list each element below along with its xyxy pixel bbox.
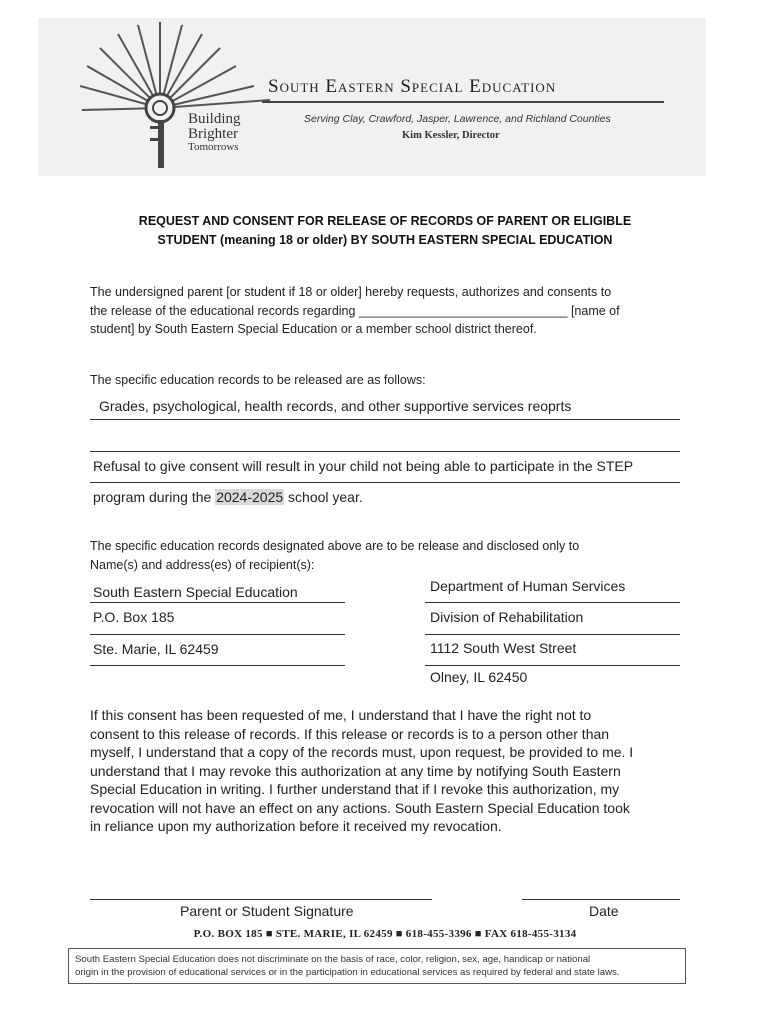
recipient-right-line[interactable]: Department of Human Services [430,578,626,594]
title-line: STUDENT (meaning 18 or older) BY SOUTH EASTERN SPECIAL EDUCATION [157,233,613,247]
logo-tagline [188,112,241,153]
paragraph-line: in reliance upon my authorization before it received my revocation. [90,818,502,834]
underline [425,602,680,603]
records-field-1[interactable]: Grades, psychological, health records, and other supportive services reoprts [99,398,572,414]
notice-line: South Eastern Special Education does not discriminate on the basis of race, color, religion, sex, age, handicap or national [75,954,591,965]
paragraph-line: Name(s) and address(es) of recipient(s): [90,557,315,572]
underline [90,419,680,420]
underline [90,634,345,635]
nondiscrimination-notice [68,948,686,984]
paragraph-line: consent to this release of records. If this release or records is to a person other than [90,725,610,742]
records-label: The specific education records to be released are as follows: [90,373,426,387]
paragraph-line: the release of the educational records regarding ______________________________ [name of [90,303,620,318]
date-label: Date [589,903,619,919]
recipient-left-line[interactable]: Ste. Marie, IL 62459 [93,641,219,657]
recipients-label [90,537,680,574]
consent-paragraph [90,706,680,836]
underline [425,634,680,635]
underline [425,665,680,666]
records-field-4[interactable] [93,489,363,505]
underline [90,602,345,603]
signature-line[interactable] [90,899,432,900]
notice-line: origin in the provision of educational services or in the participation in educational services as required by federal and state laws. [75,967,620,978]
counties-served: Serving Clay, Crawford, Jasper, Lawrence, and Richland Counties [304,113,611,125]
tagline-word: Building [188,111,241,127]
records-text: program during the [93,489,212,505]
recipient-left-line[interactable]: P.O. Box 185 [93,609,175,625]
recipient-right-line[interactable]: Division of Rehabilitation [430,609,584,625]
title-line: REQUEST AND CONSENT FOR RELEASE OF RECORDS OF PARENT OR ELIGIBLE [138,214,632,228]
date-line[interactable] [522,899,680,900]
letterhead-rule [262,101,664,103]
tagline-word: Tomorrows [188,141,239,153]
records-text: school year. [288,489,363,505]
recipient-right-line[interactable]: Olney, IL 62450 [430,669,528,685]
intro-paragraph [90,283,680,339]
footer-address: P.O. BOX 185 ■ STE. MARIE, IL 62459 ■ 618-455-3396 ■ FAX 618-455-3134 [193,928,577,940]
paragraph-line: student] by South Eastern Special Education or a member school district thereof. [90,322,537,336]
paragraph-line: Special Education in writing. I further understand that if I revoke this authorization, my [90,781,620,797]
signature-label: Parent or Student Signature [180,903,354,919]
paragraph-line: myself, I understand that a copy of the records must, upon request, be provided to me. I [90,744,634,760]
records-field-3[interactable]: Refusal to give consent will result in your child not being able to participate in the STEP [93,458,634,474]
sunburst-logo [80,20,280,170]
tagline-word: Brighter [188,126,238,142]
recipient-left-line[interactable]: South Eastern Special Education [93,584,298,600]
paragraph-line: The undersigned parent [or student if 18 or older] hereby requests, authorizes and consents to [90,285,612,299]
paragraph-line: understand that I may revoke this authorization at any time by notifying South Eastern [90,762,621,779]
underline [90,451,680,452]
document-title [90,212,680,250]
paragraph-line: The specific education records designated above are to be release and disclosed only to [90,539,580,553]
director-name: Kim Kessler, Director [402,130,500,141]
paragraph-line: If this consent has been requested of me, I understand that I have the right not to [90,707,592,723]
paragraph-line: revocation will not have an effect on any actions. South Eastern Special Education took [90,799,630,816]
school-year-field[interactable]: 2024-2025 [216,489,284,505]
recipient-right-line[interactable]: 1112 South West Street [430,640,577,656]
underline [90,482,680,483]
organization-name: South Eastern Special Education [268,76,557,97]
underline [90,665,345,666]
